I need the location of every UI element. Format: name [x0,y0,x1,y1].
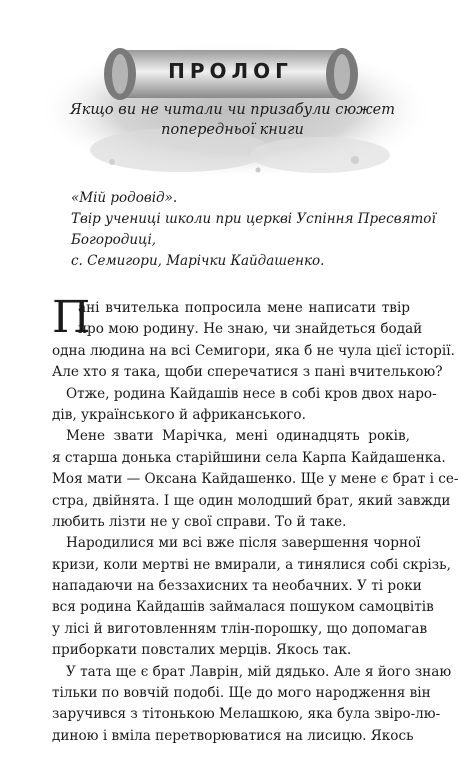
text-line: любить лізти не у свої справи. То й таке. [52,513,347,530]
text-line: Моя мати — Оксана Кайдашенко. Ще у мене є брат і се- [52,471,459,488]
text-line: тільки по вовчій подобі. Ще до мого народження він [52,685,431,702]
text-line: я старша донька старійшини села Карпа Кайдашенка. [52,449,446,466]
text-line: про мою родину. Не знаю, чи знайдеться бодай [78,321,423,338]
chapter-subtitle [40,100,425,140]
text-line: кризи, коли мертві не вмирали, а тинялися собі скрізь, [52,556,451,573]
text-line: Але хто я така, щоби сперечатися з пані вчителькою? [52,364,443,381]
drop-cap: П [52,292,91,343]
text-line: приборкати повсталих мерців. Якось так. [52,642,352,659]
epigraph-line: Богородиці, [71,232,157,248]
text-line: стра, двійнята. І ще один молодший брат, який завжди [52,492,451,509]
epigraph [71,188,436,272]
text-line: дів, українського й африканського. [52,406,306,423]
text-line: диною і вміла перетворюватися на лисицю. Якось [52,727,414,744]
text-line: вся родина Кайдашів займалася пошуком самоцвітів [52,599,434,616]
text-line: ані вчителька попросила мене написати твір [78,300,410,316]
epigraph-line: «Мій родовід». [71,190,178,206]
body-text [52,292,459,747]
subtitle-line: Якщо ви не читали чи призабули сюжет [70,102,395,118]
chapter-header [0,0,461,190]
chapter-title: ПРОЛОГ [168,59,293,83]
text-line: Отже, родина Кайдашів несе в собі кров двох наро- [66,385,437,402]
ink-scroll-banner [0,0,461,190]
text-line: одна людина на всі Семигори, яка б не чула цієї історії. [52,342,455,359]
epigraph-line: Твір учениці школи при церкві Успіння Пресвятої [71,211,436,227]
subtitle-line: попередньої книги [161,122,304,138]
text-line: заручився з тітонькою Мелашкою, яка була звіро-лю- [52,706,441,723]
text-line: у лісі й виготовленням тлін-порошку, що допомагав [52,620,428,637]
epigraph-line: с. Семигори, Марічки Кайдашенко. [71,253,325,269]
text-line: Народилися ми всі вже після завершення чорної [66,535,421,552]
text-line: У тата ще є брат Лаврін, мій дядько. Але я його знаю [66,663,452,680]
text-line: Мене звати Марічка, мені одинадцять років, [66,428,410,445]
text-line: нападаючи на беззахисних та необачних. У ті роки [52,578,422,595]
